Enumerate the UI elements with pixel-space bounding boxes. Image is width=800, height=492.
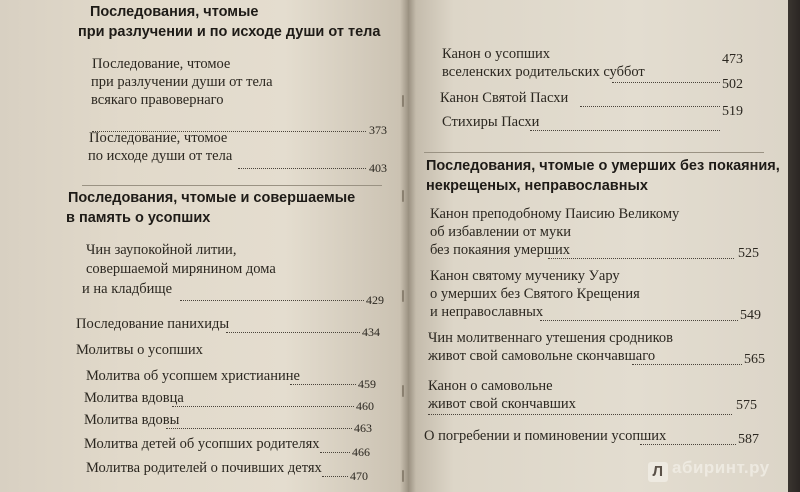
toc-entry-text: Канон святому мученику Уару	[430, 268, 620, 284]
dot-leader	[580, 106, 720, 107]
toc-entry-text: и на кладбище	[82, 281, 173, 297]
toc-entry-text: совершаемой мирянином дома	[86, 261, 276, 277]
toc-entry-text: живот свой скончавших	[428, 396, 576, 412]
dot-leader	[290, 384, 356, 385]
section-heading: Последования, чтомые	[90, 4, 259, 20]
book-gutter	[400, 0, 416, 492]
toc-entry-text: вселенских родительских суббот	[442, 64, 645, 80]
section-heading: Последования, чтомые о умерших без покаяния,	[426, 158, 780, 174]
page-number: 470	[350, 469, 368, 483]
dot-leader	[180, 300, 364, 301]
section-heading: в память о усопших	[66, 210, 211, 226]
labirint-logo-icon: Л	[648, 462, 668, 482]
page-number: 525	[738, 246, 759, 261]
toc-entry-text: Чин заупокойной литии,	[86, 242, 237, 258]
toc-entry-text: О погребении и поминовении усопших	[424, 428, 667, 444]
toc-entry-text: всякаго правовернаго	[91, 92, 224, 108]
dot-leader	[320, 452, 350, 453]
page-number: 429	[366, 293, 384, 307]
dot-leader	[172, 406, 354, 407]
dot-leader	[322, 476, 348, 477]
page-number: 473	[722, 52, 743, 67]
toc-entry-text: Канон преподобному Паисию Великому	[430, 206, 680, 222]
toc-entry-text: Молитва детей об усопших родителях	[84, 436, 320, 452]
toc-subheading: Молитвы о усопших	[76, 342, 203, 358]
section-heading: Последования, чтомые и совершаемые	[68, 190, 356, 206]
page-number: 459	[358, 377, 376, 391]
binding-stitch	[402, 95, 404, 107]
toc-entry-text: Канон о усопших	[442, 46, 551, 62]
dot-leader	[428, 414, 732, 415]
toc-entry-text: по исходе души от тела	[88, 148, 233, 164]
binding-stitch	[402, 290, 404, 302]
page-number: 519	[722, 104, 743, 119]
page-number: 565	[744, 352, 765, 367]
page-number: 463	[354, 421, 372, 435]
section-divider	[82, 185, 382, 186]
page-number: 575	[736, 398, 757, 413]
toc-entry-text: Молитва вдовы	[84, 412, 180, 428]
toc-entry-text: Молитва об усопшем христианине	[86, 368, 300, 384]
toc-entry-text: Канон о самовольне	[428, 378, 553, 394]
toc-entry-text: Чин молитвеннаго утешения сродников	[428, 330, 674, 346]
toc-entry-text: Молитва родителей о почивших детях	[86, 460, 322, 476]
toc-entry-text: о умерших без Святого Крещения	[430, 286, 640, 302]
dot-leader	[238, 168, 366, 169]
dot-leader	[166, 428, 352, 429]
toc-entry-text: живот свой самовольне скончавшаго	[428, 348, 656, 364]
binding-stitch	[402, 385, 404, 397]
toc-entry-text: об избавлении от муки	[430, 224, 572, 240]
toc-entry-text: Молитва вдовца	[84, 390, 184, 406]
section-heading: при разлучении и по исходе души от тела	[78, 24, 381, 40]
toc-entry-text: без покаяния умерших	[430, 242, 571, 258]
dot-leader	[632, 364, 742, 365]
book-edge	[788, 0, 800, 492]
watermark-text: абиринт.ру	[672, 458, 770, 477]
binding-stitch	[402, 470, 404, 482]
binding-stitch	[402, 190, 404, 202]
toc-entry-text: и неправославных	[430, 304, 544, 320]
toc-entry-text: Канон Святой Пасхи	[440, 90, 569, 106]
dot-leader	[226, 332, 360, 333]
dot-leader	[548, 258, 734, 259]
toc-entry-text: при разлучении души от тела	[91, 74, 273, 90]
page-number: 373	[369, 123, 387, 137]
section-heading: некрещеных, неправославных	[426, 178, 648, 194]
labirint-watermark	[648, 458, 770, 482]
section-divider	[424, 152, 764, 153]
page-number: 502	[722, 77, 743, 92]
page-number: 460	[356, 399, 374, 413]
page-number: 434	[362, 325, 380, 339]
toc-entry-text: Последование, чтомое	[92, 56, 231, 72]
dot-leader	[640, 444, 736, 445]
page-number: 466	[352, 445, 370, 459]
page-number: 587	[738, 432, 759, 447]
toc-entry-text: Стихиры Пасхи	[442, 114, 540, 130]
dot-leader	[530, 130, 720, 131]
page-number: 549	[740, 308, 761, 323]
toc-entry-text: Последование панихиды	[76, 316, 230, 332]
dot-leader	[612, 82, 720, 83]
dot-leader	[540, 320, 738, 321]
page-number: 403	[369, 161, 387, 175]
toc-entry-text: Последование, чтомое	[89, 130, 228, 146]
